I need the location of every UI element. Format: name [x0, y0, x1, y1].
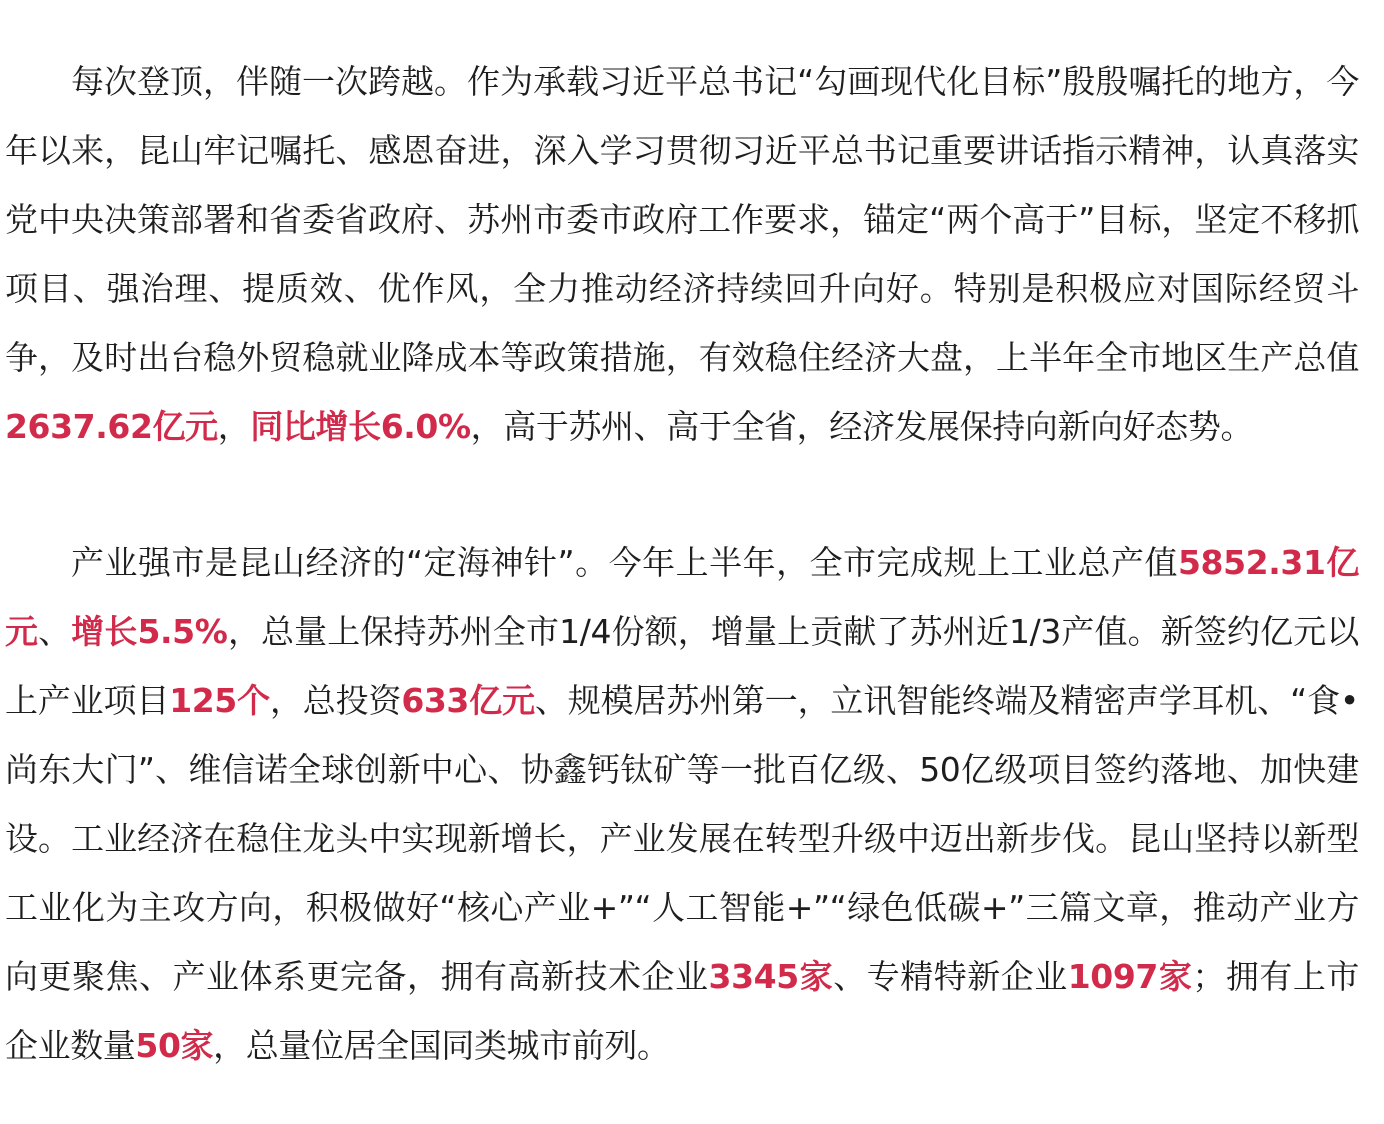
highlight-industrial-output: 5852.31亿元	[5, 543, 1359, 651]
text-run: 、专精特新企业	[833, 957, 1068, 996]
highlight-gdp-value: 2637.62亿元	[5, 407, 218, 446]
text-run: ，总投资	[269, 681, 402, 720]
text-run: 产业强市是昆山经济的“定海神针”。今年上半年，全市完成规上工业总产值	[71, 543, 1178, 582]
highlight-total-investment: 633亿元	[401, 681, 535, 720]
text-run: ，高于苏州、高于全省，经济发展保持向新向好态势。	[470, 407, 1254, 446]
highlight-listed-companies: 50家	[135, 1026, 214, 1065]
highlight-industrial-growth: 增长5.5%	[71, 612, 228, 651]
highlight-specialized-enterprises: 1097家	[1067, 957, 1193, 996]
highlight-project-count: 125个	[169, 681, 270, 720]
text-run: 、规模居苏州第一，立讯智能终端及精密声学耳机、“食•尚东大门”、维信诺全球创新中心、协鑫钙钛矿等一批百亿级、50亿级项目签约落地、加快建设。工业经济在稳住龙头中实现新增长，产业发展在转型升级中迈出新步伐。昆山坚持以新型工业化为主攻方向，积极做好“核心产业+”“人工智能+”“绿色低碳+”三篇文章，推动产业方向更聚焦、产业体系更完备，拥有高新技术企业	[5, 681, 1359, 996]
paragraph-industry	[5, 528, 1359, 1080]
paragraph-economy-overview	[5, 47, 1359, 461]
highlight-gdp-growth: 同比增长6.0%	[250, 407, 471, 446]
text-run: ，总量上保持苏州全市1/4份额，增量上贡献了苏州近1/3产值。新签约亿元以上产业项目	[5, 612, 1359, 720]
text-run: 每次登顶，伴随一次跨越。作为承载习近平总书记“勾画现代化目标”殷殷嘱托的地方，今年以来，昆山牢记嘱托、感恩奋进，深入学习贯彻习近平总书记重要讲话指示精神，认真落实党中央决策部署和省委省政府、苏州市委市政府工作要求，锚定“两个高于”目标，坚定不移抓项目、强治理、提质效、优作风，全力推动经济持续回升向好。特别是积极应对国际经贸斗争，及时出台稳外贸稳就业降成本等政策措施，有效稳住经济大盘，上半年全市地区生产总值	[5, 62, 1359, 377]
text-run: ，总量位居全国同类城市前列。	[213, 1026, 670, 1065]
highlight-hightech-enterprises: 3345家	[708, 957, 834, 996]
article-body	[5, 47, 1359, 1080]
text-run: ，	[217, 407, 251, 446]
text-run: ；拥有上市企业数量	[5, 957, 1359, 1065]
text-run: 、	[38, 612, 72, 651]
